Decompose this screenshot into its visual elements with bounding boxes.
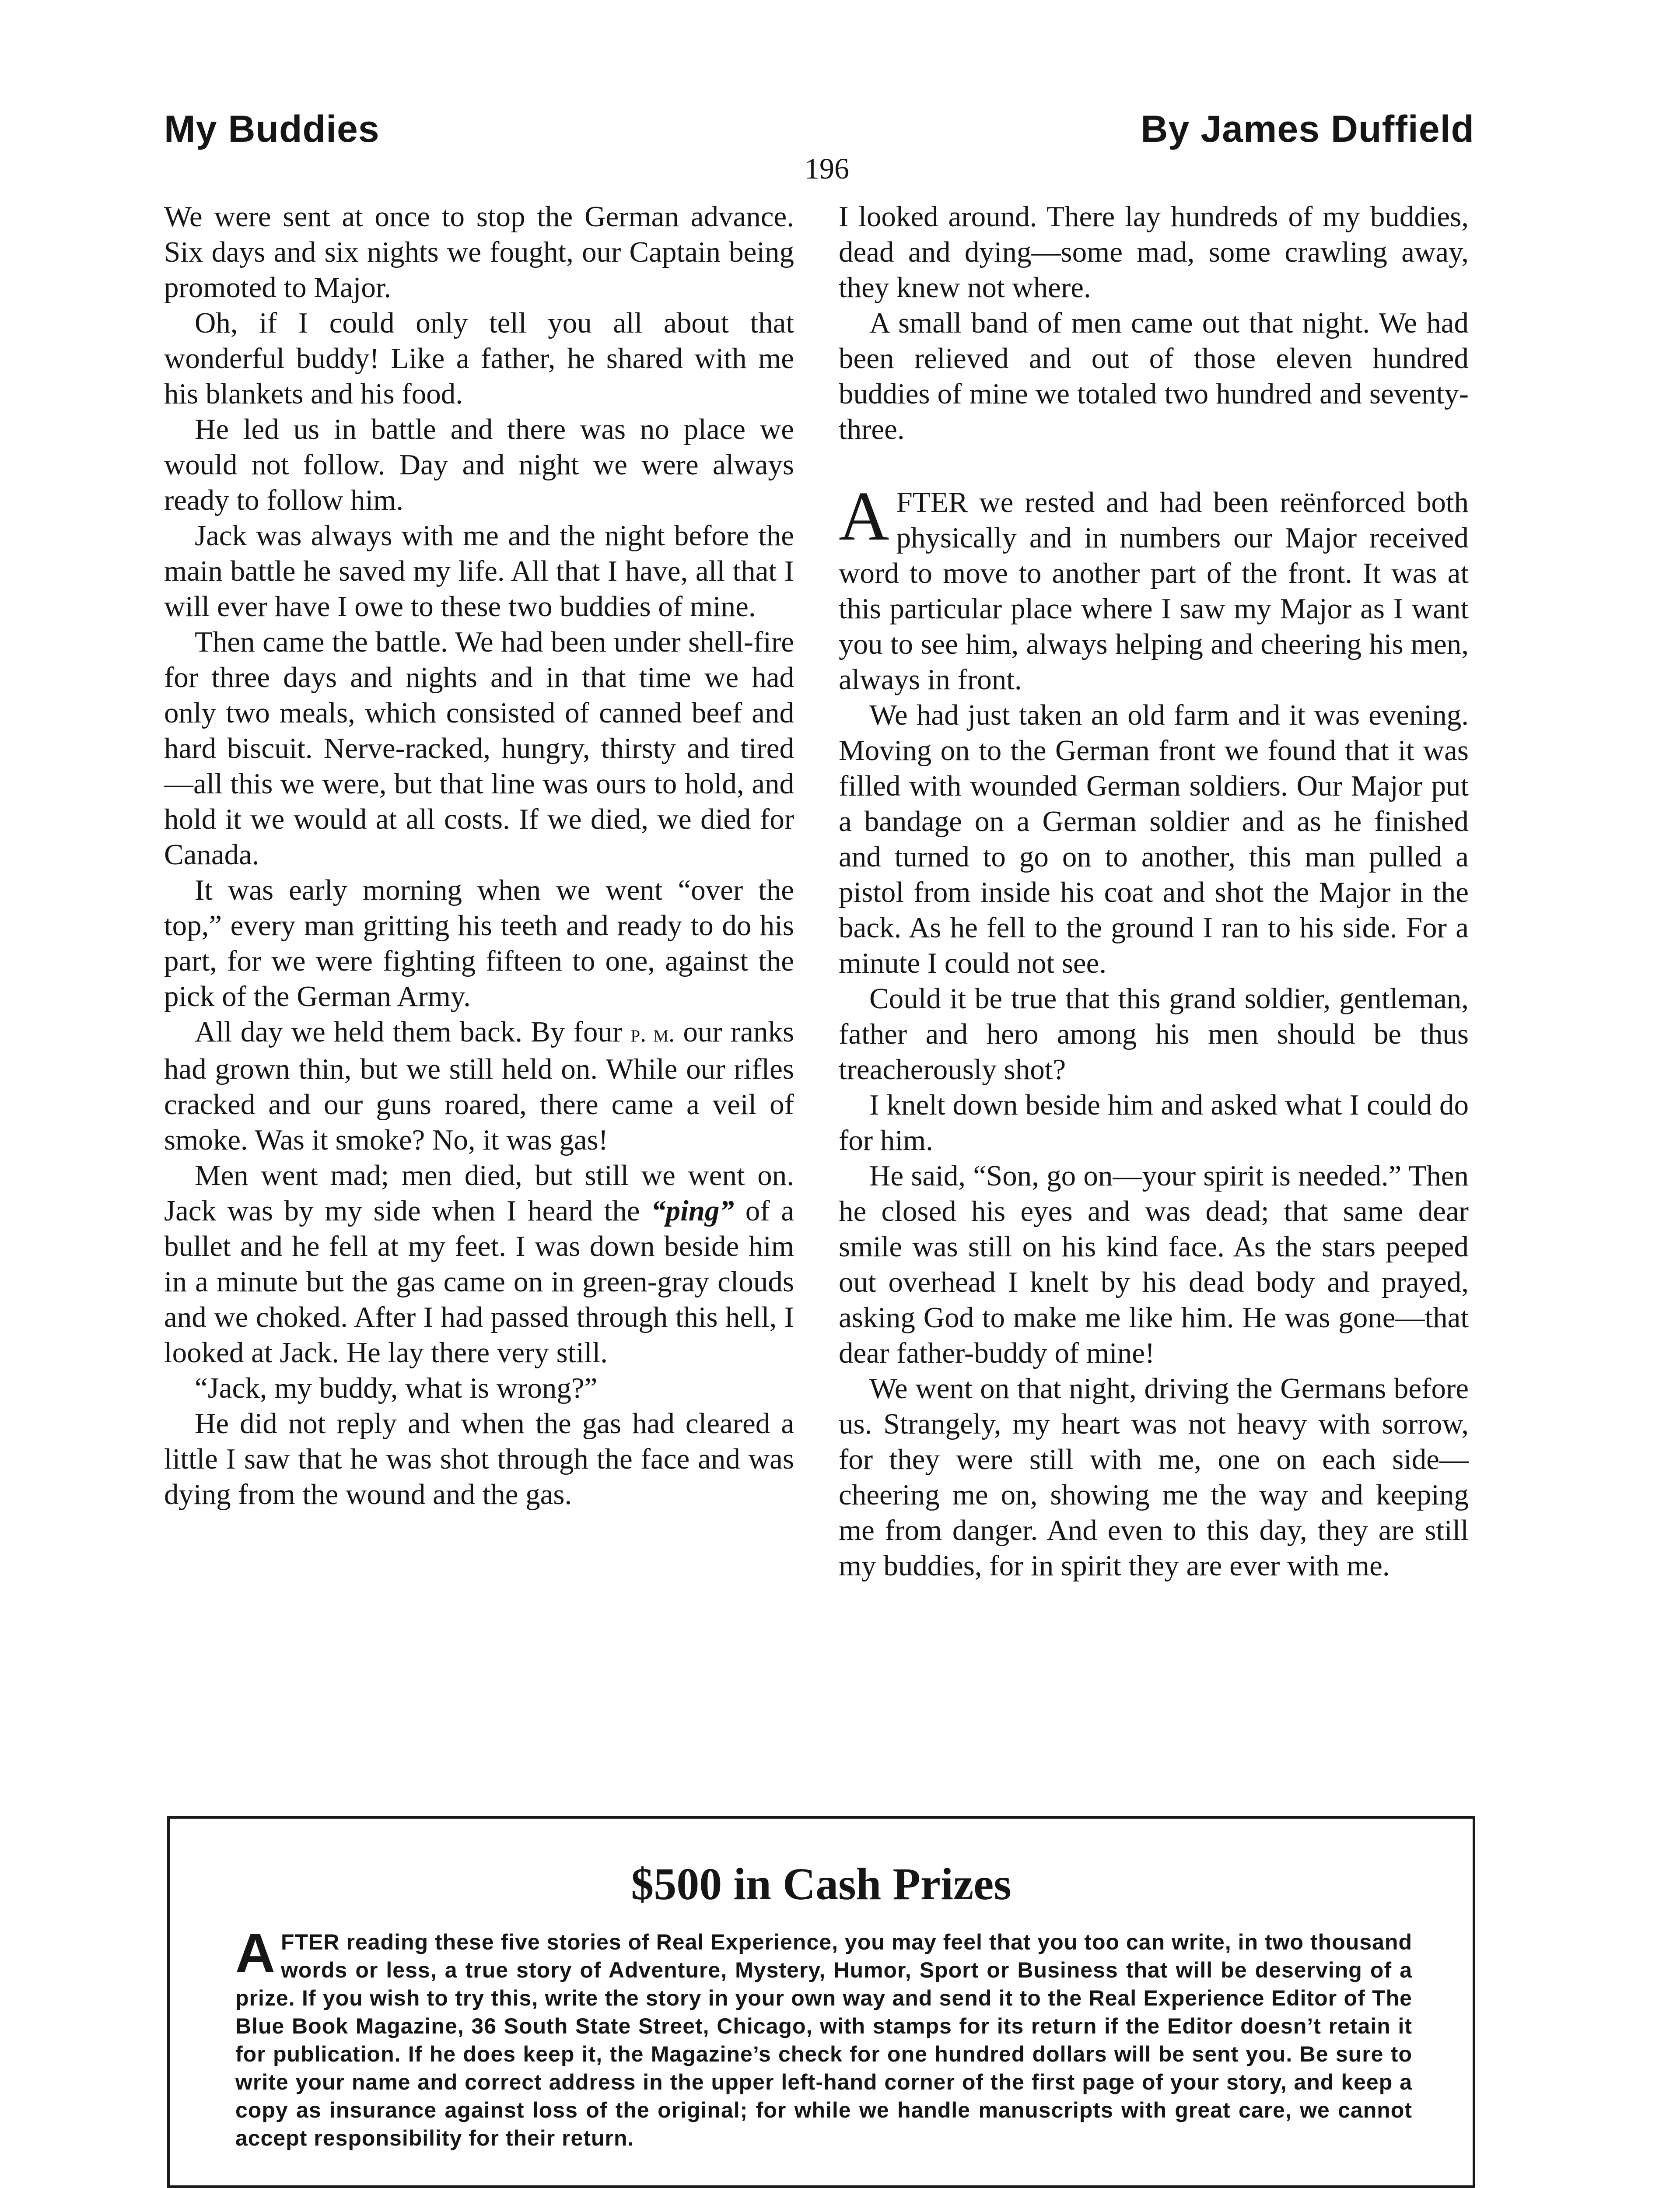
paragraph: A small band of men came out that night. We had been relieved and out of those eleven hundred buddies of mine we totaled two hundred and seventy-three. xyxy=(839,307,1469,445)
drop-cap: A xyxy=(839,477,889,555)
paragraph: Could it be true that this grand soldier, gentleman, father and hero among his men should be thus treacherously shot? xyxy=(839,982,1469,1086)
paragraph-text: of a bullet and he fell at my feet. I was down beside him in a minute but the gas came on in green-gray clouds and we choked. After I had passed through this hell, I looked at Jack. He lay there very still. xyxy=(164,1195,794,1369)
paragraph-text: All day we held them back. By four xyxy=(195,1016,623,1048)
paragraph: He led us in battle and there was no place we would not follow. Day and night we were always ready to follow him. xyxy=(164,413,794,516)
paragraph: I knelt down beside him and asked what I could do for him. xyxy=(839,1089,1469,1157)
time-abbreviation: p. m. xyxy=(630,1020,675,1047)
section-first-paragraph xyxy=(839,477,1469,698)
paragraph xyxy=(164,1014,794,1158)
paragraph-text: Men went mad; men died, but still we went on. Jack was by my side when I heard the xyxy=(164,1159,794,1227)
prize-text: FTER reading these five stories of Real Experience, you may feel that you too can write, in two thousand words or less, a true story of Adventure, Mystery, Humor, Sport or Business that will be deserving of a prize. If you wish to try this, write the story in your own way and send it to the Real Experience Editor of The Blue Book Magazine, 36 South State Street, Chicago, with stamps for its return if the Editor doesn’t retain it for publication. If he does keep it, the Magazine’s check for one hundred dollars will be sent you. Be sure to write your name and correct address in the upper left-hand corner of the first page of your story, and keep a copy as insurance against loss of the original; for while we handle manuscripts with great care, we cannot accept responsibility for their return. xyxy=(235,1930,1412,2150)
paragraph: Oh, if I could only tell you all about that wonderful buddy! Like a father, he shared with me his blankets and his food. xyxy=(164,307,794,410)
paragraph-text: our ranks had grown thin, but we still held on. While our rifles cracked and our guns roared, there came a veil of smoke. Was it smoke? No, it was gas! xyxy=(164,1016,794,1156)
story-author: By James Duffield xyxy=(1141,108,1474,150)
page-number: 196 xyxy=(805,152,849,185)
paragraph: Jack was always with me and the night before the main battle he saved my life. All that I have, all that I will ever have I owe to these two buddies of mine. xyxy=(164,519,794,623)
emphasized-word: “ping” xyxy=(651,1195,735,1227)
paragraph: He said, “Son, go on—your spirit is needed.” Then he closed his eyes and was dead; that same dear smile was still on his kind face. As the stars peeped out overhead I knelt by his dead body and prayed, asking God to make me like him. He was gone—that dear father-buddy of mine! xyxy=(839,1160,1469,1369)
paragraph: It was early morning when we went “over the top,” every man gritting his teeth and ready to do his part, for we were fighting fifteen to one, against the pick of the German Army. xyxy=(164,874,794,1013)
paragraph: I looked around. There lay hundreds of my buddies, dead and dying—some mad, some crawling away, they knew not where. xyxy=(839,200,1469,304)
paragraph: We went on that night, driving the Germans before us. Strangely, my heart was not heavy with sorrow, for they were still with me, one on each side—cheering me on, showing me the way and keeping me from danger. And even to this day, they are still my buddies, for in spirit they are ever with me. xyxy=(839,1372,1469,1582)
prize-title: $500 in Cash Prizes xyxy=(631,1859,1012,1909)
paragraph: We were sent at once to stop the German advance. Six days and six nights we fought, our Captain being promoted to Major. xyxy=(164,200,794,304)
paragraph: We had just taken an old farm and it was evening. Moving on to the German front we found that it was filled with wounded German soldiers. Our Major put a bandage on a German soldier and as he finished and turned to go on to another, this man pulled a pistol from inside his coat and shot the Major in the back. As he fell to the ground I ran to his side. For a minute I could not see. xyxy=(839,699,1469,979)
paragraph: “Jack, my buddy, what is wrong?” xyxy=(195,1372,598,1404)
right-column xyxy=(839,199,1469,1584)
paragraph: He did not reply and when the gas had cleared a little I saw that he was shot through the face and was dying from the wound and the gas. xyxy=(164,1407,794,1511)
paragraph xyxy=(164,1158,794,1371)
cash-prize-box xyxy=(167,1816,1475,2188)
story-title: My Buddies xyxy=(164,108,380,150)
prize-announcement xyxy=(235,1922,1412,2152)
left-column xyxy=(164,199,794,1512)
paragraph-text: FTER we rested and had been reënforced both physically and in numbers our Major received word to move to another part of the front. It was at this particular place where I saw my Major as I want you to see him, always helping and cheering his men, always in front. xyxy=(839,486,1469,696)
paragraph: Then came the battle. We had been under shell-fire for three days and nights and in that time we had only two meals, which consisted of canned beef and hard biscuit. Nerve-racked, hungry, thirsty and tired—all this we were, but that line was ours to hold, and hold it we would at all costs. If we died, we died for Canada. xyxy=(164,626,794,871)
drop-cap: A xyxy=(235,1922,276,1984)
